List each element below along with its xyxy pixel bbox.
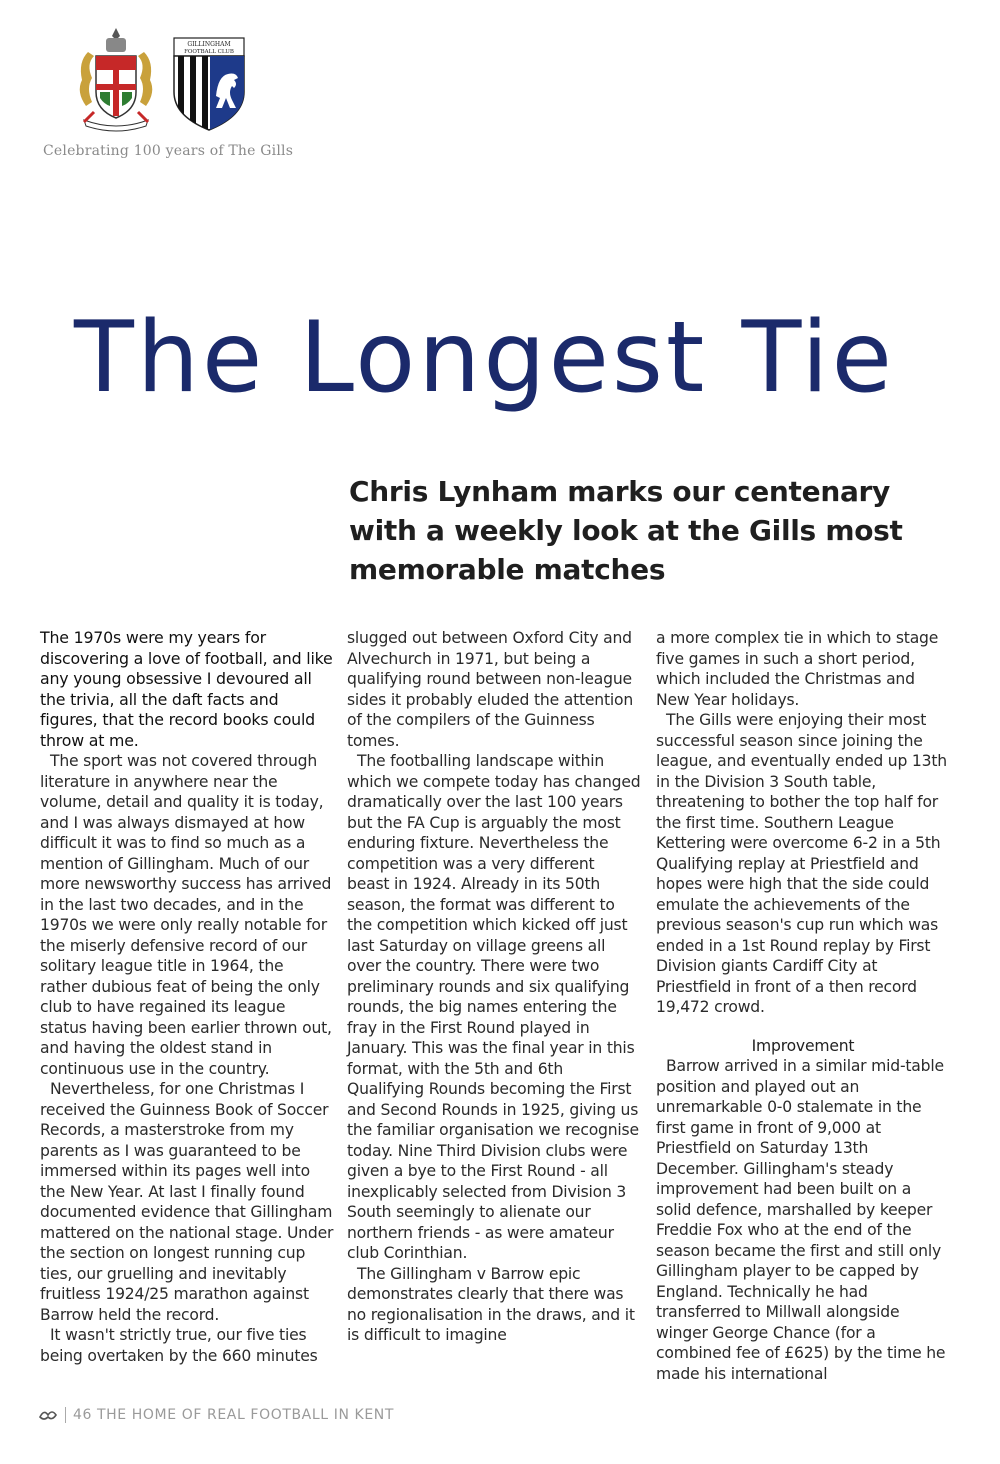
article-title: The Longest Tie bbox=[74, 301, 895, 415]
svg-text:FOOTBALL CLUB: FOOTBALL CLUB bbox=[184, 49, 234, 55]
club-badge-logo bbox=[172, 36, 246, 132]
paragraph: Nevertheless, for one Christmas I received the Guinness Book of Soccer Records, a masterstroke from my parents as I was guaranteed to be immersed within its pages well into the New Year. At last I finally found documented evidence that Gillingham mattered on the national stage. Under the section on longest running cup ties, our gruelling and inevitably fruitless 1924/25 marathon against Barrow held the record. bbox=[40, 1080, 334, 1324]
page-footer bbox=[38, 1404, 394, 1426]
footer-strapline: THE HOME OF REAL FOOTBALL IN KENT bbox=[97, 1407, 395, 1423]
section-heading: Improvement bbox=[751, 1036, 855, 1055]
gills-mark-icon bbox=[38, 1407, 58, 1423]
footer-divider bbox=[65, 1407, 66, 1423]
paragraph: The Gills were enjoying their most successful season since joining the league, and eventually ended up 13th in the Division 3 South table, threatening to bother the top half for the first time. Southern League Kettering were overcome 6-2 in a 5th Qualifying replay at Priestfield and hopes were high that the side could emulate the achievements of the previous season's cup run which was ended in a 1st Round replay by First Division giants Cardiff City at Priestfield in front of a then record 19,472 crowd. bbox=[656, 711, 947, 1016]
svg-text:GILLINGHAM: GILLINGHAM bbox=[187, 41, 231, 48]
paragraph: The sport was not covered through literature in anywhere near the volume, detail and quality it is today, and I was always dismayed at how difficult it was to find so much as a mention of Gillingham. Much of our more newsworthy success has arrived in the last two decades, and in the 1970s we were only really notable for the miserly defensive record of our solitary league title in 1964, the rather dubious feat of being the only club to have regained its league status having been earlier thrown out, and having the oldest stand in continuous use in the country. bbox=[40, 752, 332, 1078]
article-column-2 bbox=[347, 628, 641, 1346]
paragraph: Barrow arrived in a similar mid-table position and played out an unremarkable 0-0 stalemate in the first game in front of 9,000 at Priestfield on Saturday 13th December. Gillingham's steady improvement had been built on a solid defence, marshalled by keeper Freddie Fox who at the end of the season became the first and still only Gillingham player to be capped by England. Technically he had transferred to Millwall alongside winger George Chance (for a combined fee of £625) by the time he made his international bbox=[656, 1057, 946, 1383]
paragraph: The footballing landscape within which we compete today has changed dramatically over the last 100 years but the FA Cup is arguably the most enduring fixture. Nevertheless the competition was a very different beast in 1924. Already in its 50th season, the format was different to the competition which kicked off just last Saturday on village greens all over the country. There were two preliminary rounds and six qualifying rounds, the big names entering the fray in the First Round played in January. This was the final year in this format, with the 5th and 6th Qualifying Rounds becoming the First and Second Rounds in 1925, giving us the familiar organisation we recognise today. Nine Third Division clubs were given a bye to the First Round - all inexplicably selected from Division 3 South seemingly to alienate our northern friends - as were amateur club Corinthian. bbox=[347, 752, 641, 1262]
article-subtitle: Chris Lynham marks our centenary with a weekly look at the Gills most memorable matches bbox=[349, 475, 903, 586]
article-column-3 bbox=[656, 628, 950, 1384]
paragraph: The 1970s were my years for discovering a love of football, and like any young obsessive I devoured all the trivia, all the daft facts and figures, that the record books could throw at me. bbox=[40, 628, 333, 750]
paragraph: The Gillingham v Barrow epic demonstrates clearly that there was no regionalisation in the draws, and it is difficult to imagine bbox=[347, 1264, 635, 1344]
coat-of-arms-logo bbox=[70, 22, 162, 134]
page-number: 46 bbox=[73, 1407, 93, 1423]
celebration-tagline: Celebrating 100 years of The Gills bbox=[43, 143, 294, 159]
paragraph: slugged out between Oxford City and Alvechurch in 1971, but being a qualifying round between non-league sides it probably eluded the attention of the compilers of the Guinness tomes. bbox=[347, 629, 634, 750]
paragraph: It wasn't strictly true, our five ties being overtaken by the 660 minutes bbox=[40, 1326, 318, 1365]
article-column-1 bbox=[40, 628, 334, 1366]
paragraph: a more complex tie in which to stage five games in such a short period, which included the Christmas and New Year holidays. bbox=[656, 629, 939, 709]
